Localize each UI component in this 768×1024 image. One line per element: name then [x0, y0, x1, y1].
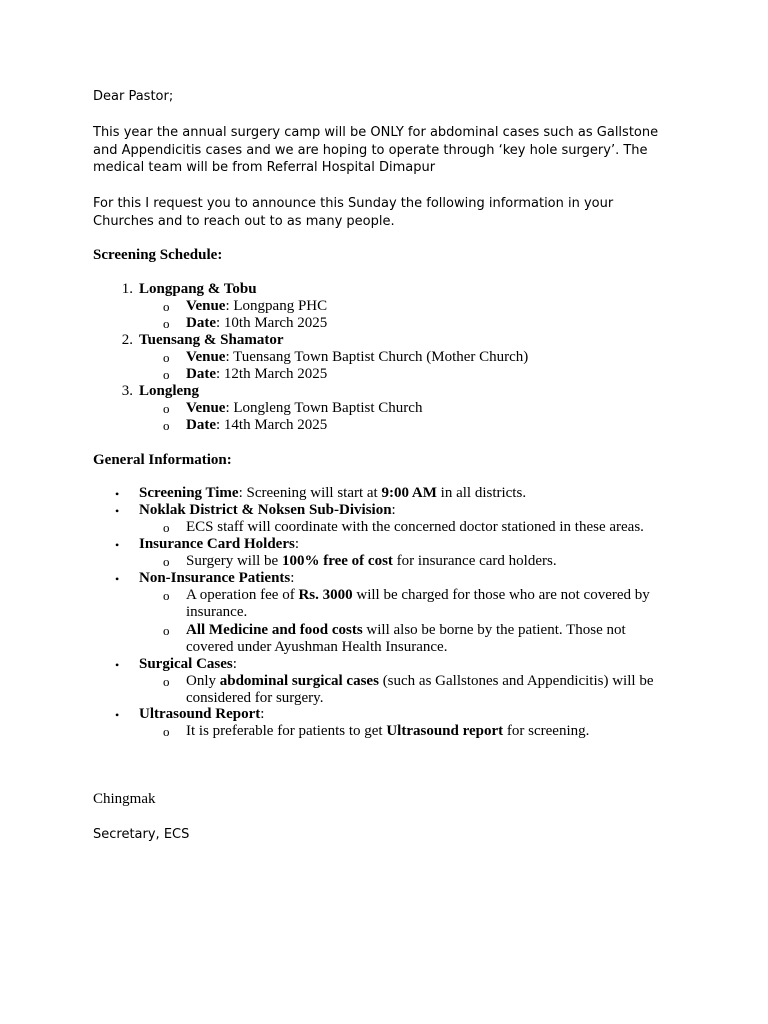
bullet: • — [115, 708, 120, 722]
list-number: 1. — [121, 281, 133, 297]
noklak-detail: ECS staff will coordinate with the concerned doctor stationed in these areas. — [186, 519, 644, 535]
medicine-cost-detail-cont: covered under Ayushman Health Insurance. — [186, 639, 448, 655]
ultrasound-detail: It is preferable for patients to get Ultrasound report for screening. — [186, 723, 590, 739]
bullet: • — [115, 504, 120, 518]
venue-line: Venue: Longleng Town Baptist Church — [186, 400, 423, 416]
ultrasound-item: Ultrasound Report: — [139, 706, 265, 722]
request-paragraph: For this I request you to announce this Sunday the following information in your Churches and to reach out to as many people. — [93, 196, 614, 229]
date-line: Date: 12th March 2025 — [186, 366, 328, 382]
noklak-item: Noklak District & Noksen Sub-Division: — [139, 502, 396, 518]
bullet: • — [115, 487, 120, 501]
bullet: • — [115, 572, 120, 586]
sub-bullet: o — [163, 299, 170, 314]
medicine-cost-detail: All Medicine and food costs will also be borne by the patient. Those not — [186, 622, 626, 638]
sub-bullet: o — [163, 401, 170, 416]
sub-bullet: o — [163, 316, 170, 331]
venue-line: Venue: Tuensang Town Baptist Church (Mother Church) — [186, 349, 529, 365]
signature-title: Secretary, ECS — [93, 827, 190, 842]
surgical-detail-cont: considered for surgery. — [186, 690, 324, 706]
sub-bullet: o — [163, 588, 170, 603]
non-insurance-item: Non-Insurance Patients: — [139, 570, 295, 586]
insurance-detail: Surgery will be 100% free of cost for insurance card holders. — [186, 553, 557, 569]
intro-paragraph: This year the annual surgery camp will be ONLY for abdominal cases such as Gallstone and Appendicitis cases and we are hoping to operate through ‘key hole surgery’. The medical team will be from Referral Hospital Dimapur — [93, 125, 659, 175]
sub-bullet: o — [163, 674, 170, 689]
sub-bullet: o — [163, 520, 170, 535]
location-name: Longpang & Tobu — [139, 281, 257, 297]
screening-time-item: Screening Time: Screening will start at 9:00 AM in all districts. — [139, 485, 527, 501]
surgical-detail: Only abdominal surgical cases (such as Gallstones and Appendicitis) will be — [186, 673, 654, 689]
screening-heading: Screening Schedule: — [93, 247, 223, 263]
list-number: 2. — [121, 332, 133, 348]
sub-bullet: o — [163, 554, 170, 569]
surgical-item: Surgical Cases: — [139, 656, 237, 672]
operation-fee-detail: A operation fee of Rs. 3000 will be charged for those who are not covered by — [186, 587, 650, 603]
date-line: Date: 10th March 2025 — [186, 315, 328, 331]
general-heading: General Information: — [93, 452, 232, 468]
insurance-item: Insurance Card Holders: — [139, 536, 300, 552]
venue-line: Venue: Longpang PHC — [186, 298, 328, 314]
sub-bullet: o — [163, 418, 170, 433]
operation-fee-detail-cont: insurance. — [186, 604, 248, 620]
location-name: Tuensang & Shamator — [139, 332, 284, 348]
sub-bullet: o — [163, 623, 170, 638]
bullet: • — [115, 538, 120, 552]
sub-bullet: o — [163, 724, 170, 739]
list-number: 3. — [121, 383, 133, 399]
signature-name: Chingmak — [93, 791, 156, 807]
sub-bullet: o — [163, 367, 170, 382]
date-line: Date: 14th March 2025 — [186, 417, 328, 433]
location-name: Longleng — [139, 383, 200, 399]
sub-bullet: o — [163, 350, 170, 365]
salutation: Dear Pastor; — [93, 89, 174, 104]
bullet: • — [115, 658, 120, 672]
